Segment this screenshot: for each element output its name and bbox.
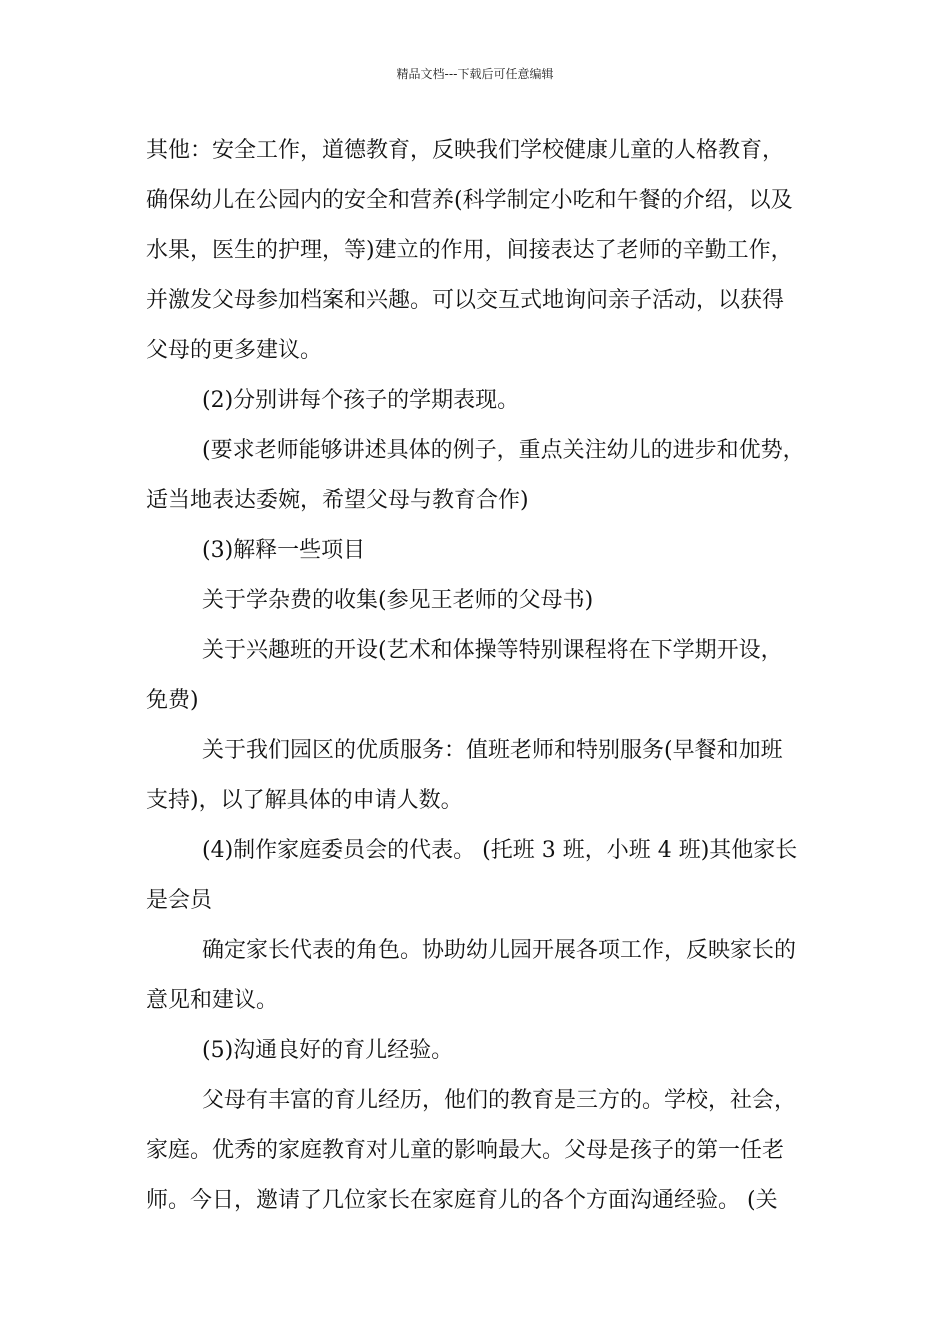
text-line: (5)沟通良好的育儿经验。	[202, 1038, 454, 1063]
text-line: (要求老师能够讲述具体的例子，重点关注幼儿的进步和优势，	[202, 438, 805, 463]
text-line: (2)分别讲每个孩子的学期表现。	[202, 388, 520, 413]
text-line: 水果，医生的护理，等)建立的作用，间接表达了老师的辛勤工作，	[146, 238, 793, 263]
text-line: 关于兴趣班的开设(艺术和体操等特别课程将在下学期开设，	[202, 638, 783, 663]
text-line: 确保幼儿在公园内的安全和营养(科学制定小吃和午餐的介绍，以及	[146, 188, 793, 213]
page-header: 精品文档---下载后可任意编辑	[396, 67, 554, 81]
text-line: 家庭。优秀的家庭教育对儿童的影响最大。父母是孩子的第一任老	[146, 1138, 785, 1163]
text-line: 意见和建议。	[146, 988, 279, 1013]
text-line: 是会员	[146, 888, 213, 913]
text-line: 确定家长代表的角色。协助幼儿园开展各项工作，反映家长的	[202, 938, 797, 963]
document-body	[146, 126, 826, 1226]
text-line: 其他：安全工作，道德教育，反映我们学校健康儿童的人格教育，	[146, 138, 785, 163]
text-line: 免费)	[146, 688, 199, 713]
text-line: 父母有丰富的育儿经历，他们的教育是三方的。学校，社会，	[202, 1088, 797, 1113]
text-line: (4)制作家庭委员会的代表。 (托班 3 班，小班 4 班)其他家长	[202, 838, 798, 863]
text-line: 支持)，以了解具体的申请人数。	[146, 788, 463, 813]
text-line: 关于我们园区的优质服务：值班老师和特别服务(早餐和加班	[202, 738, 783, 763]
text-line: 并激发父母参加档案和兴趣。可以交互式地询问亲子活动，以获得	[146, 288, 785, 313]
text-line: 父母的更多建议。	[146, 338, 323, 363]
text-line: (3)解释一些项目	[202, 538, 366, 563]
text-line: 关于学杂费的收集(参见王老师的父母书)	[202, 588, 594, 613]
text-line: 师。今日，邀请了几位家长在家庭育儿的各个方面沟通经验。 (关	[146, 1188, 778, 1213]
text-line: 适当地表达委婉，希望父母与教育合作)	[146, 488, 529, 513]
